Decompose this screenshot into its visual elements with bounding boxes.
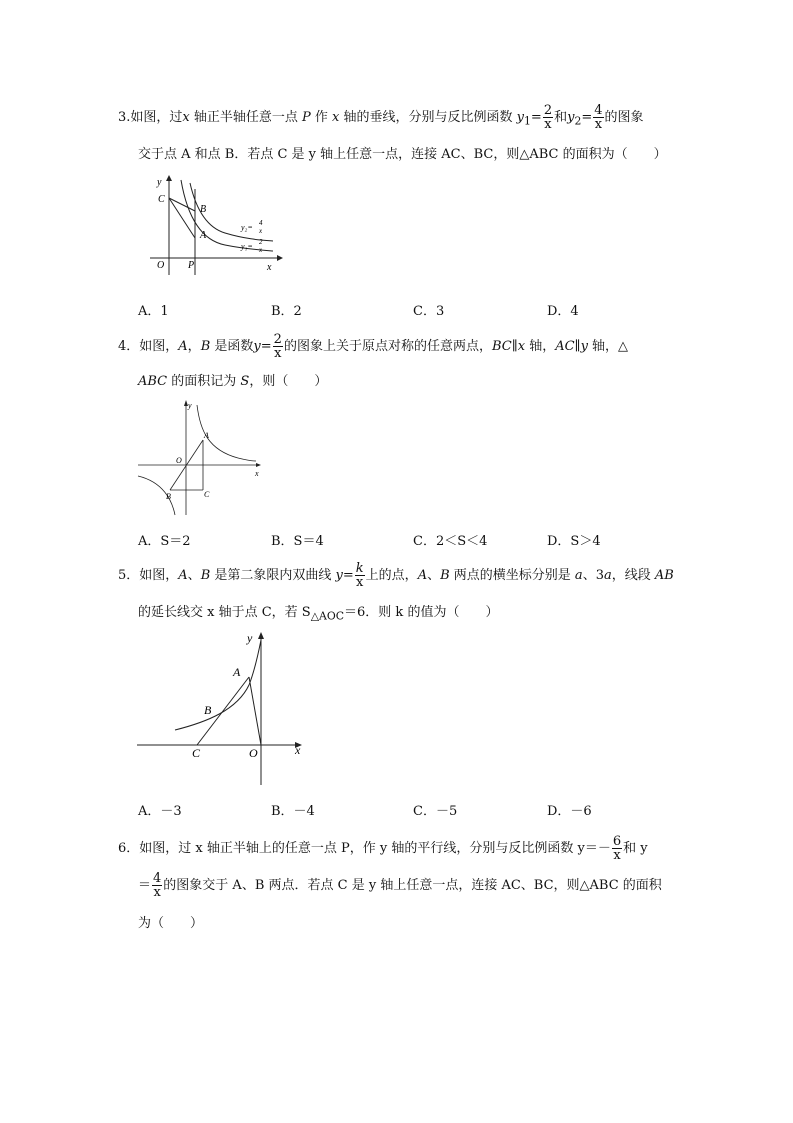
q4-option-a[interactable]: A．S＝2	[138, 534, 191, 549]
q3-line1: 3.如图，过x 轴正半轴任意一点 P 作 x 轴的垂线，分别与反比例函数 $y_1=$ $\frac{2}{x}$ 和$y_2=$ $\frac{4}{x}$ 的图象	[118, 103, 644, 132]
svg-text:B: B	[166, 492, 171, 501]
svg-text:C: C	[192, 746, 201, 760]
svg-text:x: x	[295, 743, 301, 757]
fig-label: y	[157, 177, 162, 188]
svg-text:O: O	[249, 746, 258, 760]
fraction: $\frac{4}{x}$	[153, 871, 162, 900]
fraction: $\frac{k}{x}$	[355, 561, 364, 590]
fig-label: O	[157, 260, 165, 271]
fraction: $\frac{2}{x}$	[543, 103, 553, 132]
q5-option-c[interactable]: C．－5	[413, 804, 458, 819]
svg-text:y₁=: y₁=	[241, 242, 253, 251]
svg-text:B: B	[204, 703, 212, 717]
fig-label: B	[200, 204, 207, 215]
fig-label: x	[267, 262, 272, 273]
q3-option-d[interactable]: D．4	[547, 304, 579, 319]
svg-text:y: y	[247, 631, 253, 645]
svg-text:x: x	[255, 469, 259, 478]
fig-label: C	[158, 194, 165, 205]
svg-text:x: x	[259, 227, 263, 235]
q5-line2: 的延长线交 x 轴于点 C，若 $S_{\triangle AOC}=6$．则 k 的值为（ ）	[138, 605, 499, 623]
q4-line2: ABC 的面积记为 S，则（ ）	[138, 374, 328, 389]
svg-text:x: x	[259, 246, 263, 254]
q5-option-d[interactable]: D．－6	[547, 804, 592, 819]
q6-line1: 6．如图，过 x 轴正半轴上的任意一点 P，作 y 轴的平行线，分别与反比例函数 y＝－ $\frac{6}{x}$ 和 y	[118, 834, 648, 863]
q4-line1: 4．如图，A，B 是函数y= $\frac{2}{x}$ 的图象上关于原点对称的任意两点，BC∥x 轴，AC∥y 轴，△	[118, 332, 629, 361]
fraction: $\frac{6}{x}$	[612, 834, 622, 863]
svg-text:y: y	[188, 401, 192, 410]
svg-text:A: A	[233, 665, 241, 679]
q3-figure	[145, 175, 285, 280]
q5-option-b[interactable]: B．－4	[271, 804, 315, 819]
svg-text:A: A	[204, 431, 209, 440]
q5-line1: 5．如图，A、B 是第二象限内双曲线 y= $\frac{k}{x}$ 上的点，A、B 两点的横坐标分别是 a、3a，线段 AB	[118, 561, 674, 590]
q6-line2: ＝ $\frac{4}{x}$ 的图象交于 A、B 两点．若点 C 是 y 轴上任意一点，连接 AC、BC，则△ABC 的面积	[138, 871, 662, 900]
svg-text:y₂=: y₂=	[241, 223, 253, 232]
q3-option-a[interactable]: A．1	[138, 304, 169, 319]
q4-figure	[138, 400, 263, 515]
fraction: $\frac{2}{x}$	[273, 332, 282, 361]
q5-option-a[interactable]: A．－3	[138, 804, 182, 819]
q4-option-d[interactable]: D．S＞4	[547, 534, 601, 549]
svg-text:C: C	[204, 490, 210, 499]
q3-option-c[interactable]: C．3	[413, 304, 445, 319]
q4-option-b[interactable]: B．S＝4	[271, 534, 324, 549]
q6-line3: 为（ ）	[138, 916, 204, 931]
fig-label: A	[200, 230, 207, 241]
svg-text:O: O	[176, 456, 182, 465]
svg-text:4: 4	[259, 219, 263, 227]
fig-label: P	[188, 260, 195, 271]
q4-option-c[interactable]: C．2＜S＜4	[413, 534, 488, 549]
fraction: $\frac{4}{x}$	[594, 103, 603, 132]
q5-figure	[137, 630, 307, 785]
q3-option-b[interactable]: B．2	[271, 304, 302, 319]
svg-text:2: 2	[259, 238, 263, 246]
q3-line2: 交于点 A 和点 B．若点 C 是 y 轴上任意一点，连接 AC、BC，则△ABC 的面积为（ ）	[138, 147, 667, 162]
